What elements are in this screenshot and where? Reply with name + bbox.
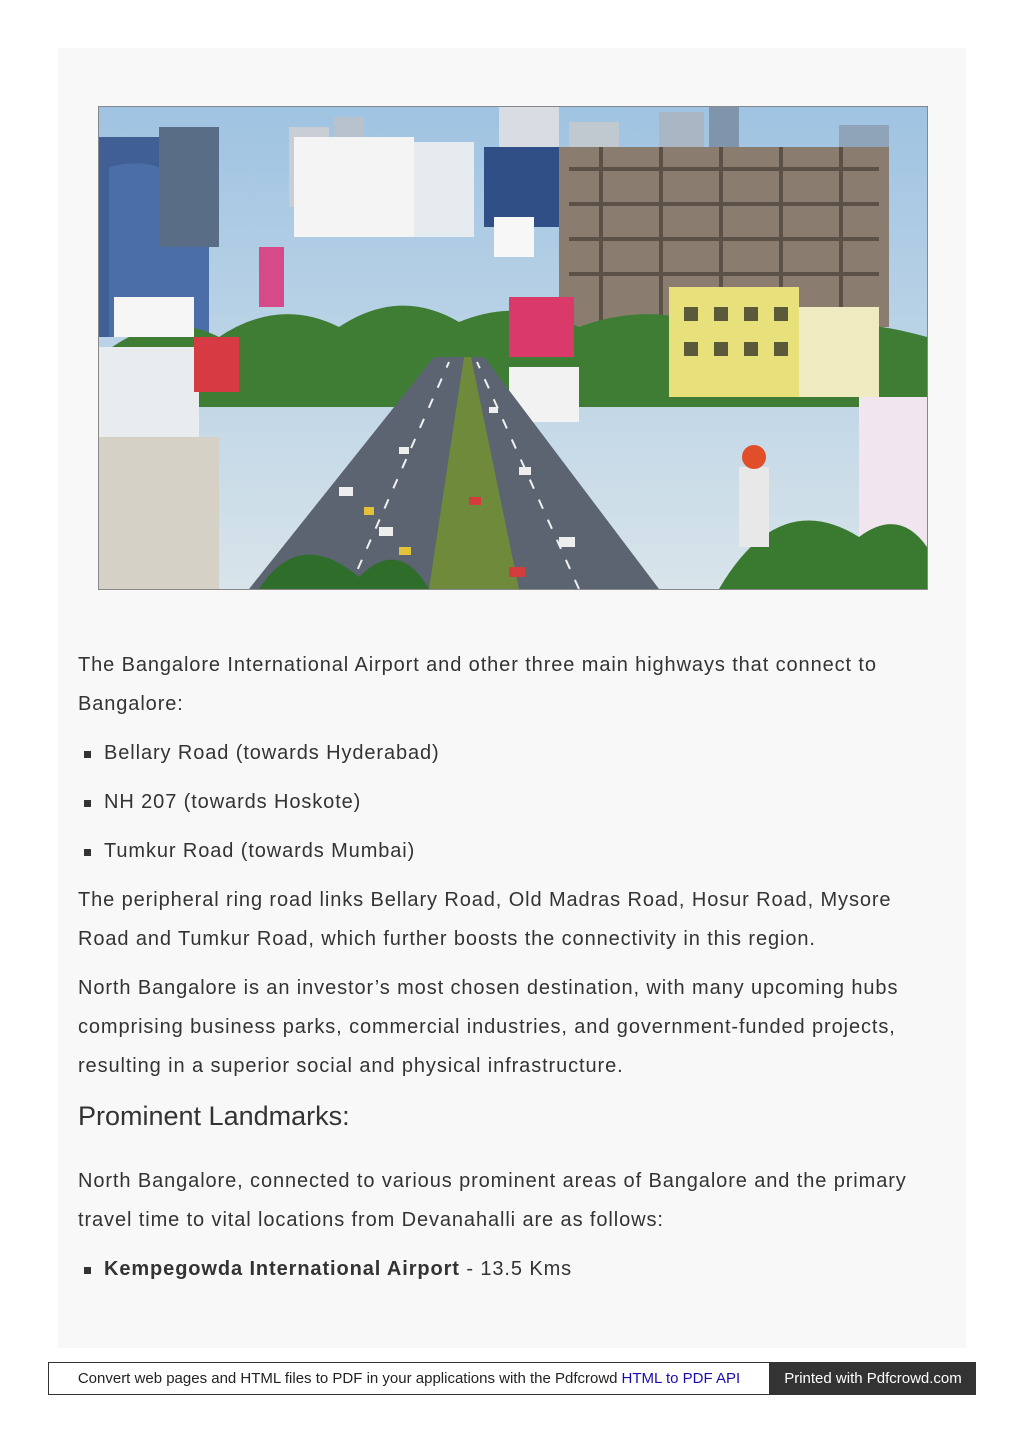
landmark-name: Kempegowda International Airport — [104, 1258, 460, 1280]
list-item: Tumkur Road (towards Mumbai) — [78, 832, 940, 871]
bullet-square-icon — [84, 849, 91, 856]
bullet-square-icon — [84, 1267, 91, 1274]
footer-promo — [48, 1362, 770, 1395]
investor-paragraph: North Bangalore is an investor’s most chosen destination, with many upcoming hubs comprising business parks, commercial industries, and government-funded projects, resulting in a superior social and physical infrastructure. — [78, 977, 899, 1077]
list-item: NH 207 (towards Hoskote) — [78, 783, 940, 822]
html-to-pdf-api-link[interactable]: HTML to PDF API — [621, 1370, 741, 1387]
bullet-square-icon — [84, 751, 91, 758]
list-item: Bellary Road (towards Hyderabad) — [78, 734, 940, 773]
intro-paragraph: The Bangalore International Airport and other three main highways that connect to Bangalore: — [78, 654, 877, 715]
pdfcrowd-footer — [48, 1362, 976, 1395]
list-item — [78, 1250, 940, 1289]
ring-road-paragraph: The peripheral ring road links Bellary Road, Old Madras Road, Hosur Road, Mysore Road and Tumkur Road, which further boosts the connectivity in this region. — [78, 889, 892, 950]
landmarks-heading: Prominent Landmarks: — [78, 1101, 350, 1131]
landmarks-list — [78, 1250, 940, 1289]
footer-text: Convert web pages and HTML files to PDF in your applications with the Pdfcrowd — [77, 1370, 618, 1387]
highways-list — [78, 734, 940, 871]
printed-with-pdfcrowd[interactable]: Printed with Pdfcrowd.com — [770, 1362, 976, 1395]
document-page — [58, 48, 966, 1348]
city-road-photo — [98, 106, 928, 590]
landmark-distance: - 13.5 Kms — [459, 1258, 573, 1280]
bullet-square-icon — [84, 800, 91, 807]
article-content — [78, 646, 940, 1299]
landmarks-intro-paragraph: North Bangalore, connected to various prominent areas of Bangalore and the primary travel time to vital locations from Devanahalli are as follows: — [78, 1170, 907, 1231]
